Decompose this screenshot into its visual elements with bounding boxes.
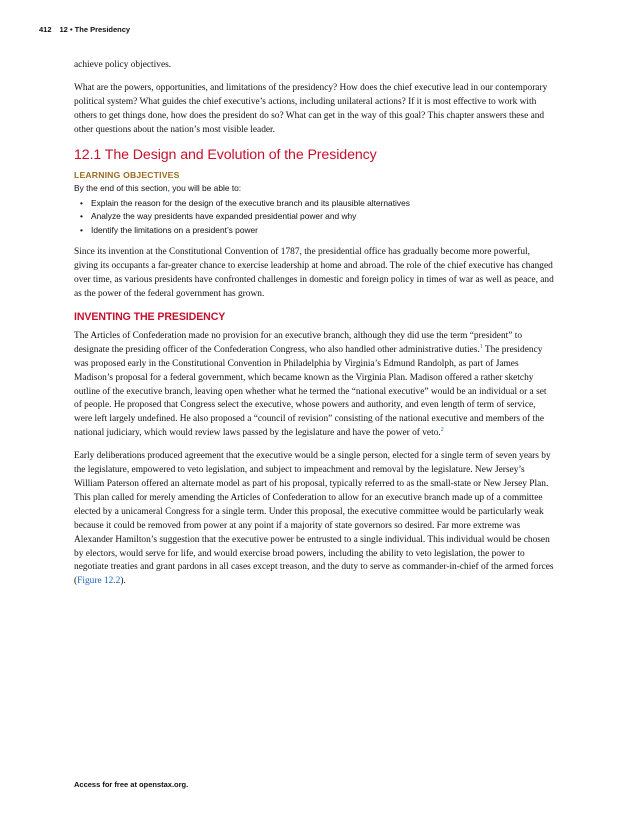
articles-text-1: The Articles of Confederation made no provision for an executive branch, although they did use the term “president” to designate the presiding officer of the Confederation Congress, who also handled other administrative duties. xyxy=(74,330,523,355)
paragraph-deliberations xyxy=(74,450,556,589)
learning-objectives-title: LEARNING OBJECTIVES xyxy=(74,169,180,180)
paragraph-articles xyxy=(74,330,556,441)
objective-item: • Explain the reason for the design of the executive branch and its plausible alternatives xyxy=(74,197,556,211)
objective-item: • Analyze the way presidents have expanded presidential power and why xyxy=(74,210,556,224)
deliberations-text: Early deliberations produced agreement that the executive would be a single person, elected for a single term of seven years by the legislature, empowered to veto legislation, and subject to impeachment and removal by the legislature. New Jersey’s William Paterson offered an alternate model as part of his proposal, typically referred to as the small-state or New Jersey Plan. This plan called for merely amending the Articles of Confederation to allow for an executive branch made up of a committee elected by a unicameral Congress for a single term. Under this proposal, the executive committee would be particularly weak because it could be removed from power at any point if a majority of state governors so desired. Far more extreme was Alexander Hamilton’s suggestion that the executive power be entrusted to a single individual. This individual would be chosen by electors, would serve for life, and would exercise broad powers, including the ability to veto legislation, the power to negotiate treaties and grant pardons in all cases except treason, and the duty to serve as commander-in-chief of the armed forces ( xyxy=(74,451,554,587)
figure-link[interactable]: Figure 12.2 xyxy=(77,576,121,587)
paragraph-intro-questions: What are the powers, opportunities, and limitations of the presidency? How does the chief executive lead in our contemporary political system? What guides the chief executive’s actions, including unilateral actions? If it is most effective to work with others to get things done, how does the president do so? What can get in the way of this goal? This chapter answers these and other questions about the nation’s most visible leader. xyxy=(74,82,548,135)
footer-access: Access for free at openstax.org. xyxy=(74,780,189,789)
section-title: 12.1 The Design and Evolution of the Presidency xyxy=(74,146,377,163)
deliberations-end: ). xyxy=(120,576,126,587)
subheading-inventing: INVENTING THE PRESIDENCY xyxy=(74,310,226,323)
paragraph-design-intro: Since its invention at the Constitutional Convention of 1787, the presidential office has gradually become more powerful, giving its occupants a far-greater chance to exercise leadership at home and abroad. The role of the chief executive has changed over time, as various presidents have confronted challenges in domestic and foreign policy in times of war as well as peace, and as the power of the federal government has grown. xyxy=(74,247,554,300)
articles-text-2: The presidency was proposed early in the Constitutional Convention in Philadelphia by Virginia’s Edmund Randolph, as part of James Madison’s proposal for a federal government, which became known as the Virginia Plan. Madison offered a rather sketchy outline of the executive branch, leaving open whether what he termed the “national executive” would be an individual or a set of people. He proposed that Congress select the executive, whose powers and authority, and even length of term of service, were left largely undefined. He also proposed a “council of revision” consisting of the national executive and members of the national judiciary, which would review laws passed by the legislature and have the power of veto. xyxy=(74,344,547,439)
chapter-title: 12 • The Presidency xyxy=(59,25,131,34)
page-number: 412 xyxy=(39,25,52,34)
footnote-link-1[interactable]: 1 xyxy=(479,343,483,350)
learning-objectives-list xyxy=(74,197,556,238)
footnote-link-2[interactable]: 2 xyxy=(440,427,444,434)
paragraph-intro-end: achieve policy objectives. xyxy=(74,60,172,70)
objective-item: • Identify the limitations on a president’s power xyxy=(74,224,556,238)
running-header xyxy=(39,25,138,34)
learning-objectives-intro: By the end of this section, you will be able to: xyxy=(74,182,242,193)
page-content xyxy=(74,59,556,598)
